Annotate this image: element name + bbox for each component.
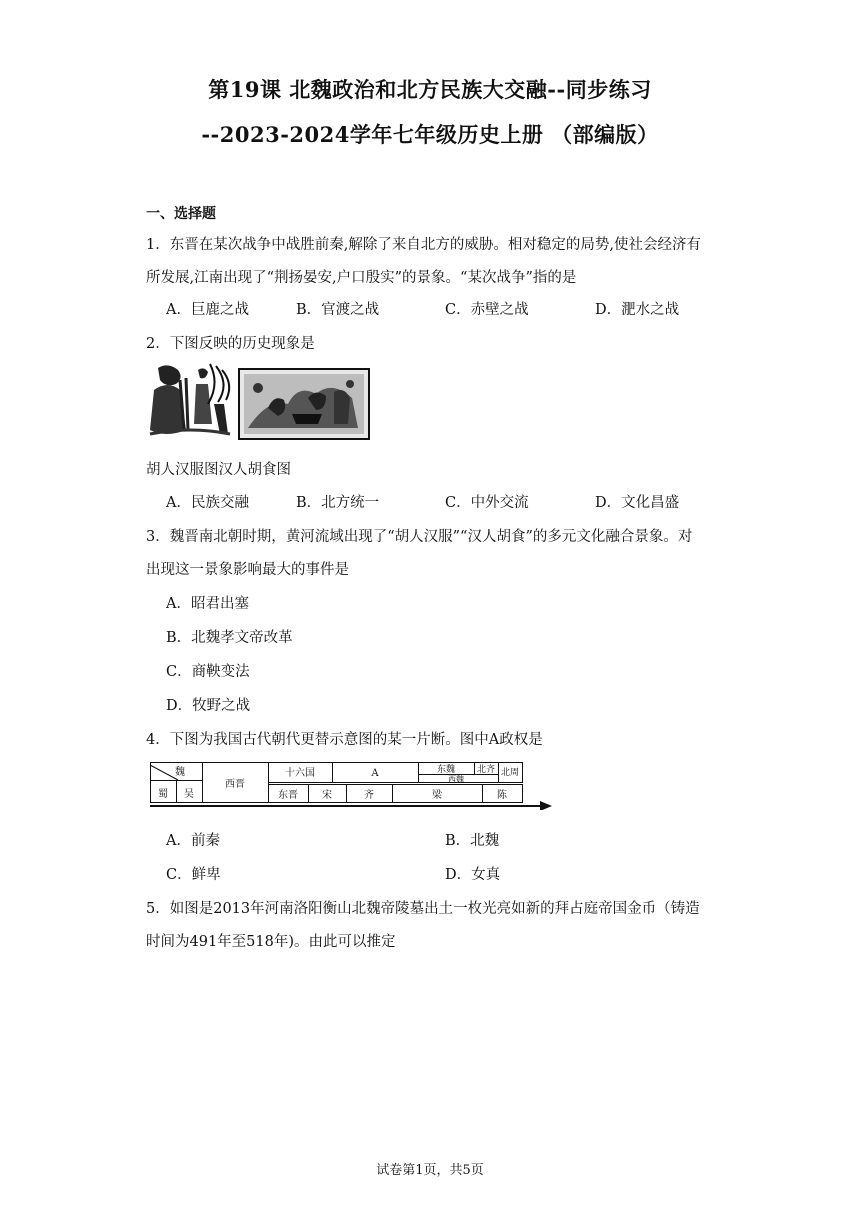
q2-option-c: C．中外交流 xyxy=(445,495,529,511)
q3-option-d: D．牧野之战 xyxy=(166,698,251,714)
q5-line2: 时间为491年至518年)。由此可以推定 xyxy=(146,934,396,950)
timeline-shiliuguo: 十六国 xyxy=(285,768,315,779)
q4-option-c: C．鲜卑 xyxy=(166,867,221,883)
timeline-beizhou: 北周 xyxy=(500,768,520,778)
timeline-liang: 梁 xyxy=(432,790,442,801)
page-footer: 试卷第1页，共5页 xyxy=(376,1163,484,1178)
timeline-song: 宋 xyxy=(322,790,332,801)
timeline-wei: 魏 xyxy=(175,767,185,778)
q3-option-c: C．商鞅变法 xyxy=(166,664,250,680)
hu-han-clothing-image xyxy=(146,360,234,446)
q5-line1: 5．如图是2013年河南洛阳衡山北魏帝陵墓出土一枚光亮如新的拜占庭帝国金币（铸造 xyxy=(146,901,700,917)
q3-option-b: B．北魏孝文帝改革 xyxy=(166,630,293,646)
q2-option-b: B．北方统一 xyxy=(296,495,380,511)
timeline-qi: 齐 xyxy=(364,790,374,801)
q1-line1: 1．东晋在某次战争中战胜前秦,解除了来自北方的威胁。相对稳定的局势,使社会经济有 xyxy=(146,237,701,253)
q1-line2: 所发展,江南出现了“荆扬晏安,户口殷实”的景象。“某次战争”指的是 xyxy=(146,270,577,286)
timeline-dongwei: 东魏 xyxy=(436,765,456,775)
q1-option-d: D．淝水之战 xyxy=(595,302,680,318)
dynasty-timeline-diagram xyxy=(150,760,554,814)
q4-option-a: A．前秦 xyxy=(166,833,220,849)
q4-option-b: B．北魏 xyxy=(445,833,500,849)
timeline-shu: 蜀 xyxy=(158,789,168,800)
q1-option-a: A．巨鹿之战 xyxy=(166,302,249,318)
q2-option-d: D．文化昌盛 xyxy=(595,495,680,511)
q2-option-a: A．民族交融 xyxy=(166,495,249,511)
timeline-a: A xyxy=(371,768,379,779)
q3-line2: 出现这一景象影响最大的事件是 xyxy=(146,562,349,578)
q4-option-d: D．女真 xyxy=(445,867,501,883)
q2-line1: 2．下图反映的历史现象是 xyxy=(146,336,315,352)
q1-option-c: C．赤壁之战 xyxy=(445,302,529,318)
q1-option-b: B．官渡之战 xyxy=(296,302,380,318)
timeline-chen: 陈 xyxy=(497,790,507,801)
timeline-xiwei: 西魏 xyxy=(448,775,464,784)
page-title-line2: --2023-2024学年七年级历史上册 （部编版） xyxy=(201,122,659,147)
timeline-dongjin: 东晋 xyxy=(278,790,298,801)
timeline-wu: 吴 xyxy=(184,789,194,800)
q3-line1: 3．魏晋南北朝时期，黄河流域出现了“胡人汉服”“汉人胡食”的多元文化融合景象。对 xyxy=(146,529,693,545)
timeline-xijin: 西晋 xyxy=(225,779,245,790)
q3-option-a: A．昭君出塞 xyxy=(166,596,249,612)
han-hu-food-image xyxy=(238,368,370,444)
q4-line1: 4．下图为我国古代朝代更替示意图的某一片断。图中A政权是 xyxy=(146,732,543,748)
timeline-beiqi: 北齐 xyxy=(476,765,496,775)
q2-image-caption: 胡人汉服图汉人胡食图 xyxy=(146,462,291,478)
section-title: 一、选择题 xyxy=(146,206,216,222)
page-title-line1: 第19课 北魏政治和北方民族大交融--同步练习 xyxy=(208,77,652,102)
